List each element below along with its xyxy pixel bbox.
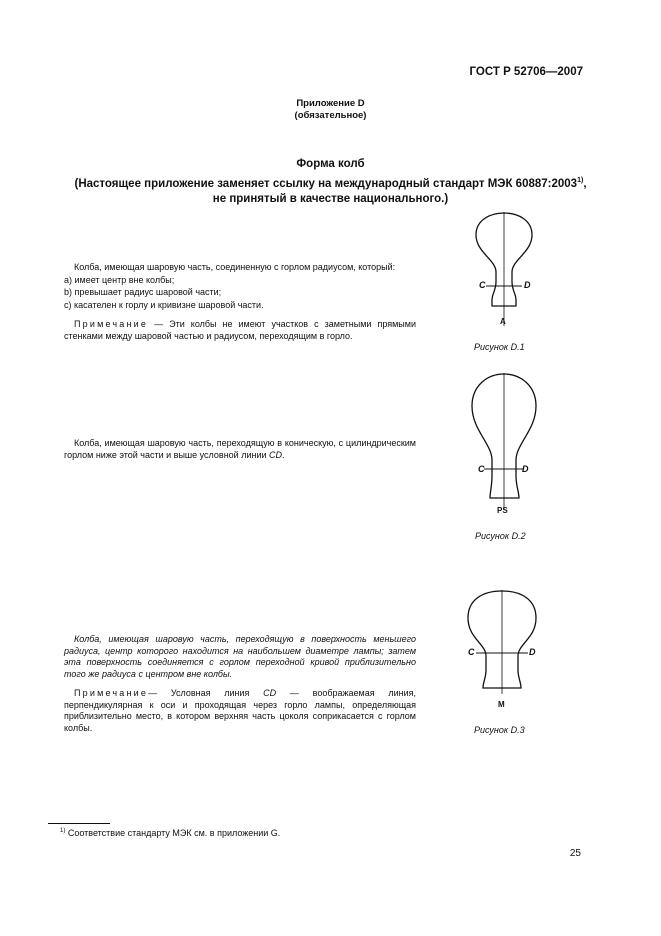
annex-subtitle-line1: (Настоящее приложение заменяет ссылку на международный стандарт МЭК 60887:2003 bbox=[74, 177, 578, 190]
figure-d3-caption: Рисунок D.3 bbox=[474, 725, 525, 735]
section2-text bbox=[64, 438, 416, 461]
note-label: Примечание bbox=[74, 319, 149, 329]
annex-title: Приложение D bbox=[296, 98, 365, 109]
annex-main-title: Форма колб bbox=[296, 158, 365, 170]
footnote-divider bbox=[48, 823, 110, 824]
note-text-a: — Условная линия bbox=[148, 688, 264, 698]
annex-subtitle bbox=[0, 173, 661, 207]
figure-d1-label-c: C bbox=[479, 280, 486, 290]
figure-d2-caption: Рисунок D.2 bbox=[475, 531, 526, 541]
cd-term: CD bbox=[263, 688, 277, 698]
footnote-text: Соответствие стандарту МЭК см. в приложении G. bbox=[65, 828, 281, 838]
figure-d3-label-d: D bbox=[529, 647, 536, 657]
figure-d1-label-bottom: A bbox=[500, 317, 506, 326]
page-number: 25 bbox=[569, 848, 581, 859]
cd-term: CD bbox=[269, 449, 283, 460]
section2-paragraph bbox=[64, 438, 416, 461]
section3-note bbox=[64, 688, 416, 734]
document-code: ГОСТ Р 52706—2007 bbox=[469, 66, 583, 78]
figure-d2-label-d: D bbox=[522, 464, 529, 474]
annex-subtitle-line2: не принятый в качестве национального.) bbox=[212, 192, 449, 205]
figure-d3-label-bottom: M bbox=[498, 700, 505, 709]
bulb-figure-d3 bbox=[458, 580, 548, 710]
figure-d2-label-bottom: PS bbox=[497, 506, 508, 515]
bulb-figure-d1 bbox=[466, 210, 546, 330]
list-item: c) касателен к горлу и кривизне шаровой части. bbox=[64, 299, 264, 310]
footnote bbox=[60, 828, 280, 838]
list-item: а) имеет центр вне колбы; bbox=[64, 274, 175, 285]
section1-note bbox=[64, 319, 416, 342]
section1-text bbox=[64, 262, 416, 342]
footnote-marker: 1) bbox=[60, 828, 66, 834]
section2-end: . bbox=[282, 449, 285, 460]
figure-d2-label-c: C bbox=[478, 464, 485, 474]
annex-subtitle-tail: , bbox=[583, 177, 587, 190]
section3-paragraph: Колба, имеющая шаровую часть, переходящую в поверхность меньшего радиуса, центр которого находится на наибольшем диаметре лампы; затем эта поверхность соединяется с горлом переходной кривой приблизительно того же радиуса с центром вне колбы. bbox=[64, 634, 416, 679]
figure-d3-label-c: C bbox=[468, 647, 475, 657]
bulb-figure-d2 bbox=[462, 368, 547, 518]
annex-status: (обязательное) bbox=[294, 110, 367, 121]
section1-intro: Колба, имеющая шаровую часть, соединенную с горлом радиусом, который: bbox=[74, 262, 396, 272]
list-item: b) превышает радиус шаровой части; bbox=[64, 287, 222, 297]
note-label: Примечание bbox=[74, 688, 149, 698]
section2-body: Колба, имеющая шаровую часть, переходящую в коническую, с цилиндрическим горлом ниже этой части и выше условной линии bbox=[64, 438, 416, 460]
figure-d1-label-d: D bbox=[524, 280, 531, 290]
section3-text bbox=[64, 634, 416, 734]
note-text-b: — воображаемая линия, перпендикулярная к оси и проходящая через горло лампы, определяющая приблизительно место, в котором верхняя часть цоколя соприкасается с горлом колбы. bbox=[64, 688, 416, 733]
footnote-ref: 1) bbox=[577, 177, 584, 184]
figure-d1-caption: Рисунок D.1 bbox=[474, 342, 525, 352]
note-text: — Эти колбы не имеют участков с заметными прямыми стенками между шаровой частью и радиусом, переходящим в горло. bbox=[64, 319, 416, 341]
